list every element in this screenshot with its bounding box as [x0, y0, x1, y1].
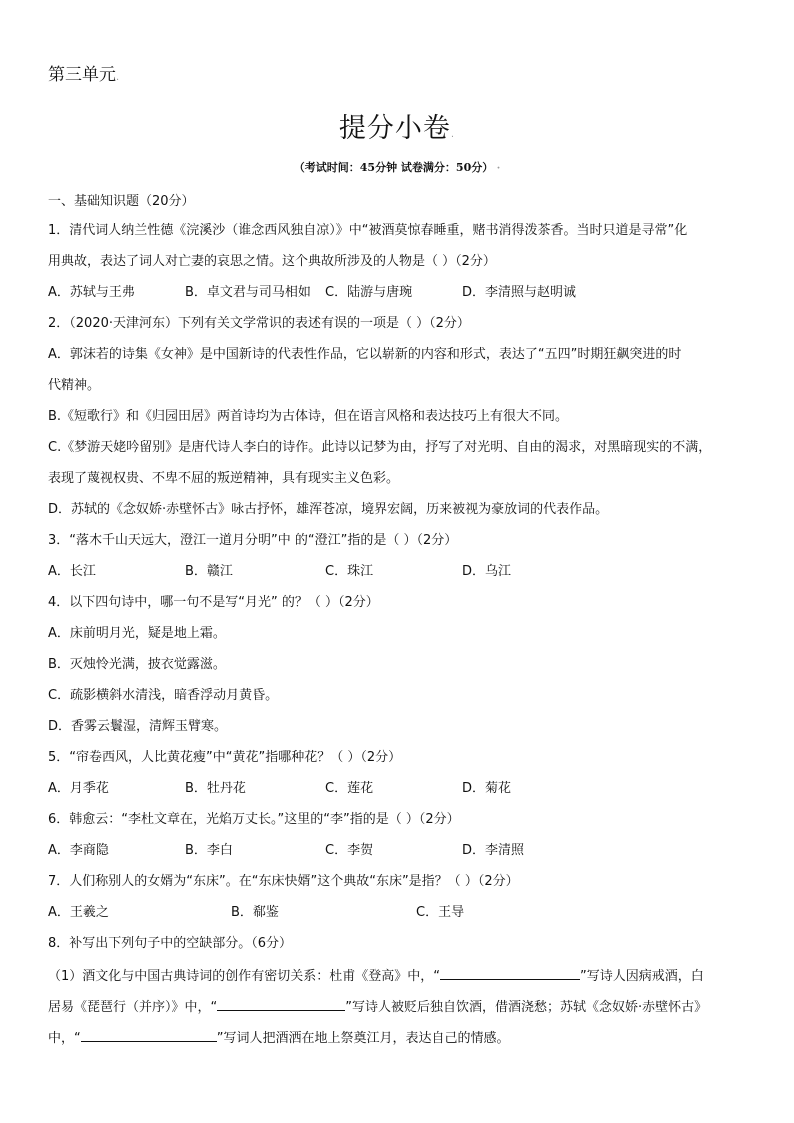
q5-stem: 5．“帘卷西风，人比黄花瘦”中“黄花”指哪种花？（ ）（2分） — [48, 750, 402, 765]
q5-option-b: B．牡丹花 — [185, 781, 246, 796]
q8-text: ”写词人把酒洒在地上祭奠江月，表达自己的情感。 — [216, 1031, 510, 1046]
fill-blank-2[interactable] — [217, 997, 345, 1011]
q8-item1-line3 — [48, 1028, 510, 1048]
paragraph-mark: . — [116, 72, 120, 83]
q3-option-b: B．赣江 — [185, 564, 233, 579]
exam-info — [0, 159, 794, 175]
q1-stem-line2: 用典故，表达了词人对亡妻的哀思之情。这个典故所涉及的人物是（ ）（2分） — [48, 254, 496, 269]
q3-option-c: C．珠江 — [325, 564, 374, 579]
q1-option-c: C．陆游与唐琬 — [325, 285, 413, 300]
q2-option-c-line1: C.《梦游天姥吟留别》是唐代诗人李白的诗作。此诗以记梦为由，抒写了对光明、自由的渴求，对黑暗现实的不满， — [48, 440, 712, 455]
q1-stem-line1: 1．清代词人纳兰性德《浣溪沙（谁念西风独自凉）》中“被酒莫惊春睡重，赌书消得泼茶香。当时只道是寻常”化 — [48, 223, 688, 238]
fill-blank-3[interactable] — [81, 1028, 217, 1042]
q6-options — [48, 842, 748, 860]
q6-option-a: A．李商隐 — [48, 843, 109, 858]
q1-option-a: A．苏轼与王弗 — [48, 285, 135, 300]
q4-option-b: B．灭烛怜光满，披衣觉露滋。 — [48, 657, 226, 672]
q7-stem: 7．人们称别人的女婿为“东床”。在“东床快婿”这个典故“东床”是指？（ ）（2分） — [48, 874, 519, 889]
q3-options — [48, 563, 748, 581]
q7-option-c: C．王导 — [416, 905, 465, 920]
q8-text: （1）酒文化与中国古典诗词的创作有密切关系：杜甫《登高》中，“ — [48, 969, 441, 984]
q5-option-a: A．月季花 — [48, 781, 109, 796]
q3-option-a: A．长江 — [48, 564, 96, 579]
exam-info-text: （考试时间：45分钟 试卷满分：50分） — [293, 161, 494, 174]
q4-option-d: D．香雾云鬟湿，清辉玉臂寒。 — [48, 719, 228, 734]
q8-item1-line1 — [48, 966, 704, 986]
title-text: 提分小卷 — [338, 113, 451, 144]
q2-option-b: B.《短歌行》和《归园田居》两首诗均为古体诗，但在语言风格和表达技巧上有很大不同。 — [48, 409, 569, 424]
q3-stem: 3．“落木千山天远大，澄江一道月分明”中 的“澄江”指的是（ ）（2分） — [48, 533, 458, 548]
page-title — [0, 106, 794, 145]
q8-text: 居易《琵琶行（并序）》中，“ — [48, 1000, 218, 1015]
unit-text: 第三单元 — [48, 65, 116, 85]
q7-option-a: A．王羲之 — [48, 905, 109, 920]
q2-option-d: D．苏轼的《念奴娇·赤壁怀古》咏古抒怀，雄浑苍凉，境界宏阔，历来被视为豪放词的代表作品。 — [48, 502, 609, 517]
q6-option-b: B．李白 — [185, 843, 233, 858]
q5-option-c: C．莲花 — [325, 781, 374, 796]
q1-option-d: D．李清照与赵明诚 — [462, 285, 577, 300]
q2-option-c-line2: 表现了蔑视权贵、不卑不屈的叛逆精神，具有现实主义色彩。 — [48, 471, 400, 486]
q7-option-b: B．郗鉴 — [231, 905, 279, 920]
paragraph-mark: . — [450, 129, 456, 140]
q6-option-c: C．李贺 — [325, 843, 374, 858]
q2-option-a-line1: A．郭沫若的诗集《女神》是中国新诗的代表性作品，它以崭新的内容和形式，表达了“五四”时期狂飙突进的时 — [48, 347, 682, 362]
paragraph-mark: · — [493, 163, 501, 174]
q2-option-a-line2: 代精神。 — [48, 378, 101, 393]
q5-options — [48, 780, 748, 798]
q8-text: ”写诗人被贬后独自饮酒，借酒浇愁；苏轼《念奴娇·赤壁怀古》 — [345, 1000, 708, 1015]
q1-option-b: B．卓文君与司马相如 — [185, 285, 311, 300]
q4-option-c: C．疏影横斜水清浅，暗香浮动月黄昏。 — [48, 688, 279, 703]
q6-stem: 6．韩愈云：“李杜文章在，光焰万丈长。”这里的“李”指的是（ ）（2分） — [48, 812, 460, 827]
q7-options — [48, 904, 748, 922]
q4-stem: 4．以下四句诗中，哪一句不是写“月光” 的？（ ）（2分） — [48, 595, 379, 610]
q8-text: 中，“ — [48, 1031, 81, 1046]
q4-option-a: A．床前明月光，疑是地上霜。 — [48, 626, 226, 641]
q1-options — [48, 284, 748, 302]
section-heading: 一、基础知识题（20分） — [48, 194, 195, 209]
q2-stem: 2．（2020·天津河东）下列有关文学常识的表述有误的一项是（ ）（2分） — [48, 316, 470, 331]
q5-option-d: D．菊花 — [462, 781, 512, 796]
q8-item1-line2 — [48, 997, 707, 1017]
q6-option-d: D．李清照 — [462, 843, 525, 858]
q8-stem: 8．补写出下列句子中的空缺部分。（6分） — [48, 936, 293, 951]
unit-label — [48, 60, 119, 85]
q8-text: ”写诗人因病戒酒，白 — [580, 969, 704, 984]
q3-option-d: D．乌江 — [462, 564, 512, 579]
fill-blank-1[interactable] — [440, 966, 580, 980]
